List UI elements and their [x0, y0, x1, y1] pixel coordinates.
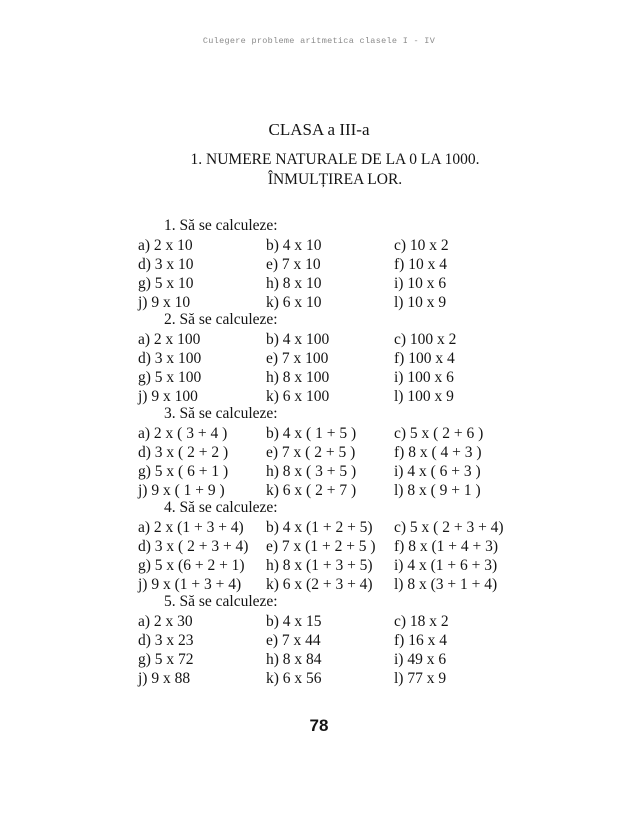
- exercise-4: [138, 498, 538, 594]
- exercise-item: h) 8 x 100: [266, 369, 330, 386]
- exercise-item: a) 2 x 30: [138, 613, 193, 630]
- chapter-heading-line-1: 1. NUMERE NATURALE DE LA 0 LA 1000.: [190, 151, 480, 168]
- exercise-item: g) 5 x ( 6 + 1 ): [138, 463, 229, 480]
- running-header: Culegere probleme aritmetica clasele I - IV: [202, 36, 436, 46]
- exercise-1: [138, 216, 538, 312]
- exercise-item: i) 4 x ( 6 + 3 ): [394, 463, 481, 480]
- exercise-row: [138, 612, 538, 631]
- chapter-heading: [170, 150, 500, 190]
- exercise-item: d) 3 x 10: [138, 256, 194, 273]
- exercise-item: i) 10 x 6: [394, 275, 447, 292]
- exercise-title: 3. Să se calculeze:: [164, 405, 278, 422]
- exercise-item: f) 100 x 4: [394, 350, 455, 367]
- exercise-item: l) 8 x ( 9 + 1 ): [394, 482, 481, 499]
- exercise-row: [138, 236, 538, 255]
- exercise-item: g) 5 x 72: [138, 651, 194, 668]
- exercise-item: j) 9 x 88: [138, 670, 191, 687]
- exercise-item: d) 3 x 23: [138, 632, 194, 649]
- exercise-item: e) 7 x 44: [266, 632, 321, 649]
- exercise-item: k) 6 x (2 + 3 + 4): [266, 576, 373, 593]
- exercise-title: 2. Să se calculeze:: [164, 311, 278, 328]
- exercise-item: c) 10 x 2: [394, 237, 449, 254]
- exercise-item: a) 2 x ( 3 + 4 ): [138, 425, 228, 442]
- page-number: 78: [309, 716, 329, 735]
- exercise-item: f) 16 x 4: [394, 632, 447, 649]
- exercise-row: [138, 255, 538, 274]
- exercise-item: c) 5 x ( 2 + 3 + 4): [394, 519, 504, 536]
- exercise-title: 4. Să se calculeze:: [164, 499, 278, 516]
- exercise-row: [138, 650, 538, 669]
- exercise-item: i) 100 x 6: [394, 369, 454, 386]
- exercise-item: c) 100 x 2: [394, 331, 457, 348]
- exercise-item: g) 5 x (6 + 2 + 1): [138, 557, 245, 574]
- exercise-row: [138, 518, 538, 537]
- exercise-item: a) 2 x 100: [138, 331, 201, 348]
- exercise-item: f) 8 x (1 + 4 + 3): [394, 538, 499, 555]
- exercise-row: [138, 349, 538, 368]
- exercise-item: c) 5 x ( 2 + 6 ): [394, 425, 484, 442]
- exercise-2: [138, 310, 538, 406]
- exercise-item: k) 6 x 100: [266, 388, 330, 405]
- exercise-item: l) 77 x 9: [394, 670, 447, 687]
- exercise-item: b) 4 x 10: [266, 237, 322, 254]
- exercise-item: h) 8 x (1 + 3 + 5): [266, 557, 373, 574]
- exercise-row: [138, 462, 538, 481]
- exercise-item: k) 6 x ( 2 + 7 ): [266, 482, 357, 499]
- exercise-item: b) 4 x 15: [266, 613, 322, 630]
- exercise-item: k) 6 x 10: [266, 294, 322, 311]
- exercise-item: i) 49 x 6: [394, 651, 447, 668]
- chapter-heading-line-2: ÎNMULȚIREA LOR.: [267, 171, 403, 188]
- exercise-title: 5. Să se calculeze:: [164, 593, 278, 610]
- exercise-5: [138, 592, 538, 688]
- exercise-item: j) 9 x 10: [138, 294, 191, 311]
- exercise-row: [138, 537, 538, 556]
- exercise-item: d) 3 x ( 2 + 3 + 4): [138, 538, 249, 555]
- exercise-item: h) 8 x ( 3 + 5 ): [266, 463, 357, 480]
- exercise-row: [138, 368, 538, 387]
- exercise-row: [138, 274, 538, 293]
- exercise-item: d) 3 x 100: [138, 350, 202, 367]
- exercise-item: l) 100 x 9: [394, 388, 454, 405]
- exercise-row: [138, 669, 538, 688]
- exercise-3: [138, 404, 538, 500]
- exercise-item: g) 5 x 100: [138, 369, 202, 386]
- exercise-row: [138, 443, 538, 462]
- exercise-item: a) 2 x 10: [138, 237, 193, 254]
- exercise-item: h) 8 x 10: [266, 275, 322, 292]
- exercise-item: l) 10 x 9: [394, 294, 447, 311]
- exercise-item: e) 7 x ( 2 + 5 ): [266, 444, 356, 461]
- exercise-item: e) 7 x 100: [266, 350, 329, 367]
- exercise-item: k) 6 x 56: [266, 670, 322, 687]
- exercise-item: j) 9 x ( 1 + 9 ): [138, 482, 225, 499]
- exercise-item: c) 18 x 2: [394, 613, 449, 630]
- exercise-item: l) 8 x (3 + 1 + 4): [394, 576, 498, 593]
- exercise-item: g) 5 x 10: [138, 275, 194, 292]
- exercise-item: e) 7 x 10: [266, 256, 321, 273]
- exercise-item: d) 3 x ( 2 + 2 ): [138, 444, 229, 461]
- exercise-item: f) 8 x ( 4 + 3 ): [394, 444, 482, 461]
- exercise-item: b) 4 x (1 + 2 + 5): [266, 519, 373, 536]
- exercise-item: h) 8 x 84: [266, 651, 322, 668]
- exercise-row: [138, 424, 538, 443]
- exercise-item: j) 9 x (1 + 3 + 4): [138, 576, 242, 593]
- page-title: CLASA a III-a: [268, 120, 370, 139]
- exercise-item: f) 10 x 4: [394, 256, 447, 273]
- exercise-item: a) 2 x (1 + 3 + 4): [138, 519, 244, 536]
- exercise-row: [138, 631, 538, 650]
- exercise-item: b) 4 x ( 1 + 5 ): [266, 425, 357, 442]
- exercise-title: 1. Să se calculeze:: [164, 217, 278, 234]
- exercise-item: j) 9 x 100: [138, 388, 198, 405]
- exercise-item: i) 4 x (1 + 6 + 3): [394, 557, 498, 574]
- exercise-row: [138, 330, 538, 349]
- exercise-item: e) 7 x (1 + 2 + 5 ): [266, 538, 376, 555]
- exercise-item: b) 4 x 100: [266, 331, 330, 348]
- exercise-row: [138, 556, 538, 575]
